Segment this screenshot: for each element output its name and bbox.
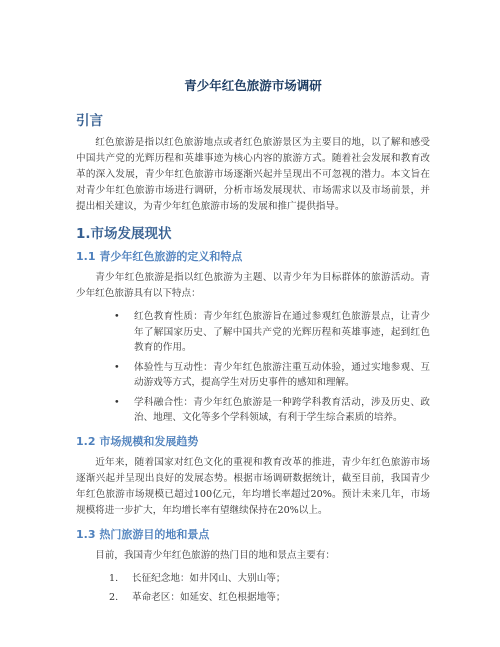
list-number: 1. bbox=[109, 572, 119, 584]
bullet-icon: • bbox=[114, 361, 120, 373]
list-item-text: 长征纪念地：如井冈山、大别山等； bbox=[132, 572, 286, 584]
section1-3-heading: 1.3 热门旅游目的地和景点 bbox=[76, 527, 210, 541]
document-title: 青少年红色旅游市场调研 bbox=[184, 78, 322, 93]
features-list bbox=[76, 309, 430, 426]
section1-1-heading: 1.1 青少年红色旅游的定义和特点 bbox=[76, 250, 243, 263]
list-item bbox=[76, 395, 430, 426]
list-item bbox=[76, 571, 430, 587]
list-item-text: 学科融合性：青少年红色旅游是一种跨学科教育活动，涉及历史、政治、地理、文化等多个学科领域，有利于学生综合素质的培养。 bbox=[134, 396, 430, 423]
section1-2-paragraph: 近年来，随着国家对红色文化的重视和教育改革的推进，青少年红色旅游市场逐渐兴起并呈现出良好的发展态势。根据市场调研数据统计，截至目前，我国青少年红色旅游市场规模已超过100亿元，年均增长率超过20%。预计未来几年，市场规模将进一步扩大，年均增长率有望继续保持在20%以上。 bbox=[76, 456, 430, 516]
list-item-text: 革命老区：如延安、红色根据地等； bbox=[132, 592, 286, 603]
bullet-icon: • bbox=[114, 396, 120, 408]
bullet-icon: • bbox=[114, 311, 120, 322]
list-item bbox=[76, 360, 430, 391]
section1-3-paragraph: 目前，我国青少年红色旅游的热门目的地和景点主要有： bbox=[95, 549, 336, 561]
section1-2-heading: 1.2 市场规模和发展趋势 bbox=[76, 434, 199, 448]
intro-paragraph: 红色旅游是指以红色旅游地点或者红色旅游景区为主要目的地，以了解和感受中国共产党的光辉历程和英雄事迹为核心内容的旅游方式。随着社会发展和教育改革的深入发展，青少年红色旅游市场逐渐兴起并呈现出不可忽视的潜力。本文旨在对青少年红色旅游市场进行调研，分析市场发展现状、市场需求以及市场前景，并提出相关建议，为青少年红色旅游市场的发展和推广提供指导。 bbox=[76, 137, 430, 212]
destinations-list bbox=[76, 571, 430, 606]
list-item bbox=[76, 590, 430, 606]
list-item bbox=[76, 309, 430, 356]
list-item-text: 红色教育性质：青少年红色旅游旨在通过参观红色旅游景点，让青少年了解国家历史、了解中国共产党的光辉历程和英雄事迹，起到红色教育的作用。 bbox=[134, 311, 430, 353]
intro-heading: 引言 bbox=[76, 113, 103, 129]
list-number: 2. bbox=[109, 592, 119, 603]
section1-1-paragraph: 青少年红色旅游是指以红色旅游为主题、以青少年为目标群体的旅游活动。青少年红色旅游具有以下特点： bbox=[76, 272, 430, 299]
section1-heading: 1.市场发展现状 bbox=[76, 226, 172, 242]
list-item-text: 体验性与互动性：青少年红色旅游注重互动体验，通过实地参观、互动游戏等方式，提高学生对历史事件的感知和理解。 bbox=[134, 361, 430, 388]
